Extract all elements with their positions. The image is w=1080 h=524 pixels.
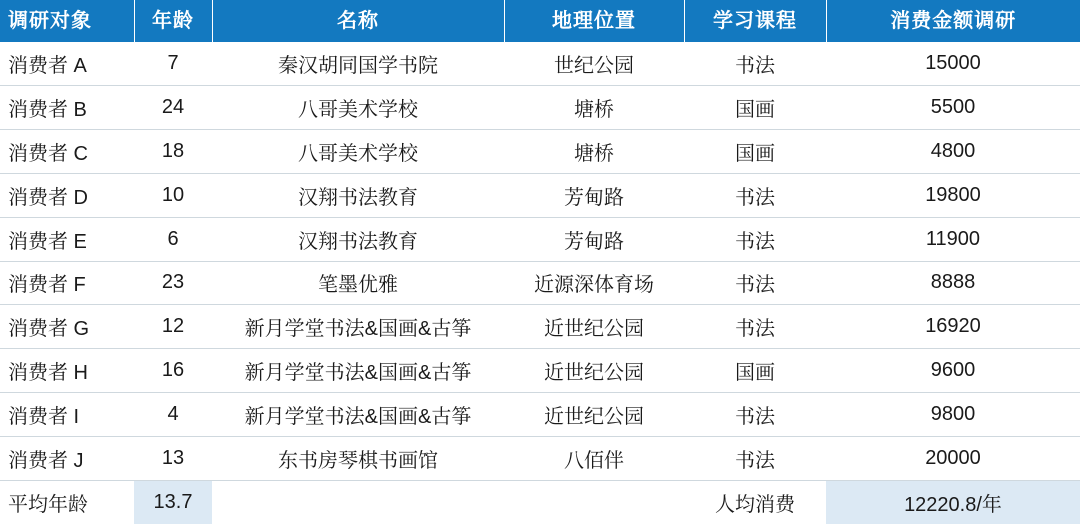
cell-location: 八佰伴 xyxy=(504,437,684,481)
footer-empty-location xyxy=(504,481,684,524)
cell-subject: 消费者 F xyxy=(0,261,134,305)
cell-spending: 8888 xyxy=(826,261,1080,305)
table-row xyxy=(0,217,1080,261)
column-header-age: 年龄 xyxy=(134,0,212,42)
cell-spending: 11900 xyxy=(826,217,1080,261)
cell-age: 23 xyxy=(134,261,212,305)
cell-age: 16 xyxy=(134,349,212,393)
cell-name: 新月学堂书法&国画&古筝 xyxy=(212,349,504,393)
cell-subject: 消费者 I xyxy=(0,393,134,437)
cell-subject: 消费者 G xyxy=(0,305,134,349)
cell-age: 7 xyxy=(134,42,212,85)
cell-spending: 4800 xyxy=(826,129,1080,173)
cell-location: 近世纪公园 xyxy=(504,393,684,437)
cell-course: 书法 xyxy=(684,393,826,437)
cell-age: 24 xyxy=(134,85,212,129)
cell-name: 八哥美术学校 xyxy=(212,129,504,173)
cell-age: 4 xyxy=(134,393,212,437)
footer-value-average-age: 13.7 xyxy=(134,481,212,524)
table-row xyxy=(0,349,1080,393)
cell-age: 13 xyxy=(134,437,212,481)
cell-location: 近世纪公园 xyxy=(504,305,684,349)
cell-location: 塘桥 xyxy=(504,85,684,129)
cell-location: 世纪公园 xyxy=(504,42,684,85)
cell-spending: 15000 xyxy=(826,42,1080,85)
cell-location: 近世纪公园 xyxy=(504,349,684,393)
table-row xyxy=(0,305,1080,349)
cell-course: 国画 xyxy=(684,85,826,129)
column-header-spending: 消费金额调研 xyxy=(826,0,1080,42)
cell-spending: 20000 xyxy=(826,437,1080,481)
cell-location: 近源深体育场 xyxy=(504,261,684,305)
table-body xyxy=(0,42,1080,524)
cell-subject: 消费者 B xyxy=(0,85,134,129)
footer-empty-name xyxy=(212,481,504,524)
cell-name: 新月学堂书法&国画&古筝 xyxy=(212,305,504,349)
table-row xyxy=(0,261,1080,305)
cell-course: 书法 xyxy=(684,217,826,261)
footer-label-average-spending: 人均消费 xyxy=(684,481,826,524)
cell-age: 18 xyxy=(134,129,212,173)
cell-spending: 16920 xyxy=(826,305,1080,349)
cell-course: 书法 xyxy=(684,42,826,85)
table-header xyxy=(0,0,1080,42)
table-row xyxy=(0,85,1080,129)
cell-subject: 消费者 A xyxy=(0,42,134,85)
cell-location: 芳甸路 xyxy=(504,173,684,217)
column-header-course: 学习课程 xyxy=(684,0,826,42)
cell-name: 秦汉胡同国学书院 xyxy=(212,42,504,85)
cell-spending: 19800 xyxy=(826,173,1080,217)
cell-course: 国画 xyxy=(684,129,826,173)
cell-subject: 消费者 C xyxy=(0,129,134,173)
cell-name: 汉翔书法教育 xyxy=(212,217,504,261)
cell-location: 芳甸路 xyxy=(504,217,684,261)
cell-name: 汉翔书法教育 xyxy=(212,173,504,217)
cell-age: 12 xyxy=(134,305,212,349)
cell-subject: 消费者 D xyxy=(0,173,134,217)
table-footer-row xyxy=(0,481,1080,524)
table-row xyxy=(0,173,1080,217)
cell-location: 塘桥 xyxy=(504,129,684,173)
table-row xyxy=(0,42,1080,85)
cell-spending: 5500 xyxy=(826,85,1080,129)
cell-spending: 9800 xyxy=(826,393,1080,437)
cell-course: 书法 xyxy=(684,173,826,217)
cell-subject: 消费者 E xyxy=(0,217,134,261)
column-header-subject: 调研对象 xyxy=(0,0,134,42)
table-row xyxy=(0,129,1080,173)
cell-age: 10 xyxy=(134,173,212,217)
cell-name: 新月学堂书法&国画&古筝 xyxy=(212,393,504,437)
cell-name: 八哥美术学校 xyxy=(212,85,504,129)
cell-subject: 消费者 J xyxy=(0,437,134,481)
cell-name: 东书房琴棋书画馆 xyxy=(212,437,504,481)
table-row xyxy=(0,393,1080,437)
table-row xyxy=(0,437,1080,481)
table-header-row xyxy=(0,0,1080,42)
cell-name: 笔墨优雅 xyxy=(212,261,504,305)
cell-subject: 消费者 H xyxy=(0,349,134,393)
footer-label-average-age: 平均年龄 xyxy=(0,481,134,524)
cell-course: 书法 xyxy=(684,437,826,481)
cell-spending: 9600 xyxy=(826,349,1080,393)
column-header-location: 地理位置 xyxy=(504,0,684,42)
cell-course: 书法 xyxy=(684,305,826,349)
column-header-name: 名称 xyxy=(212,0,504,42)
cell-age: 6 xyxy=(134,217,212,261)
footer-value-average-spending: 12220.8/年 xyxy=(826,481,1080,524)
cell-course: 国画 xyxy=(684,349,826,393)
cell-course: 书法 xyxy=(684,261,826,305)
